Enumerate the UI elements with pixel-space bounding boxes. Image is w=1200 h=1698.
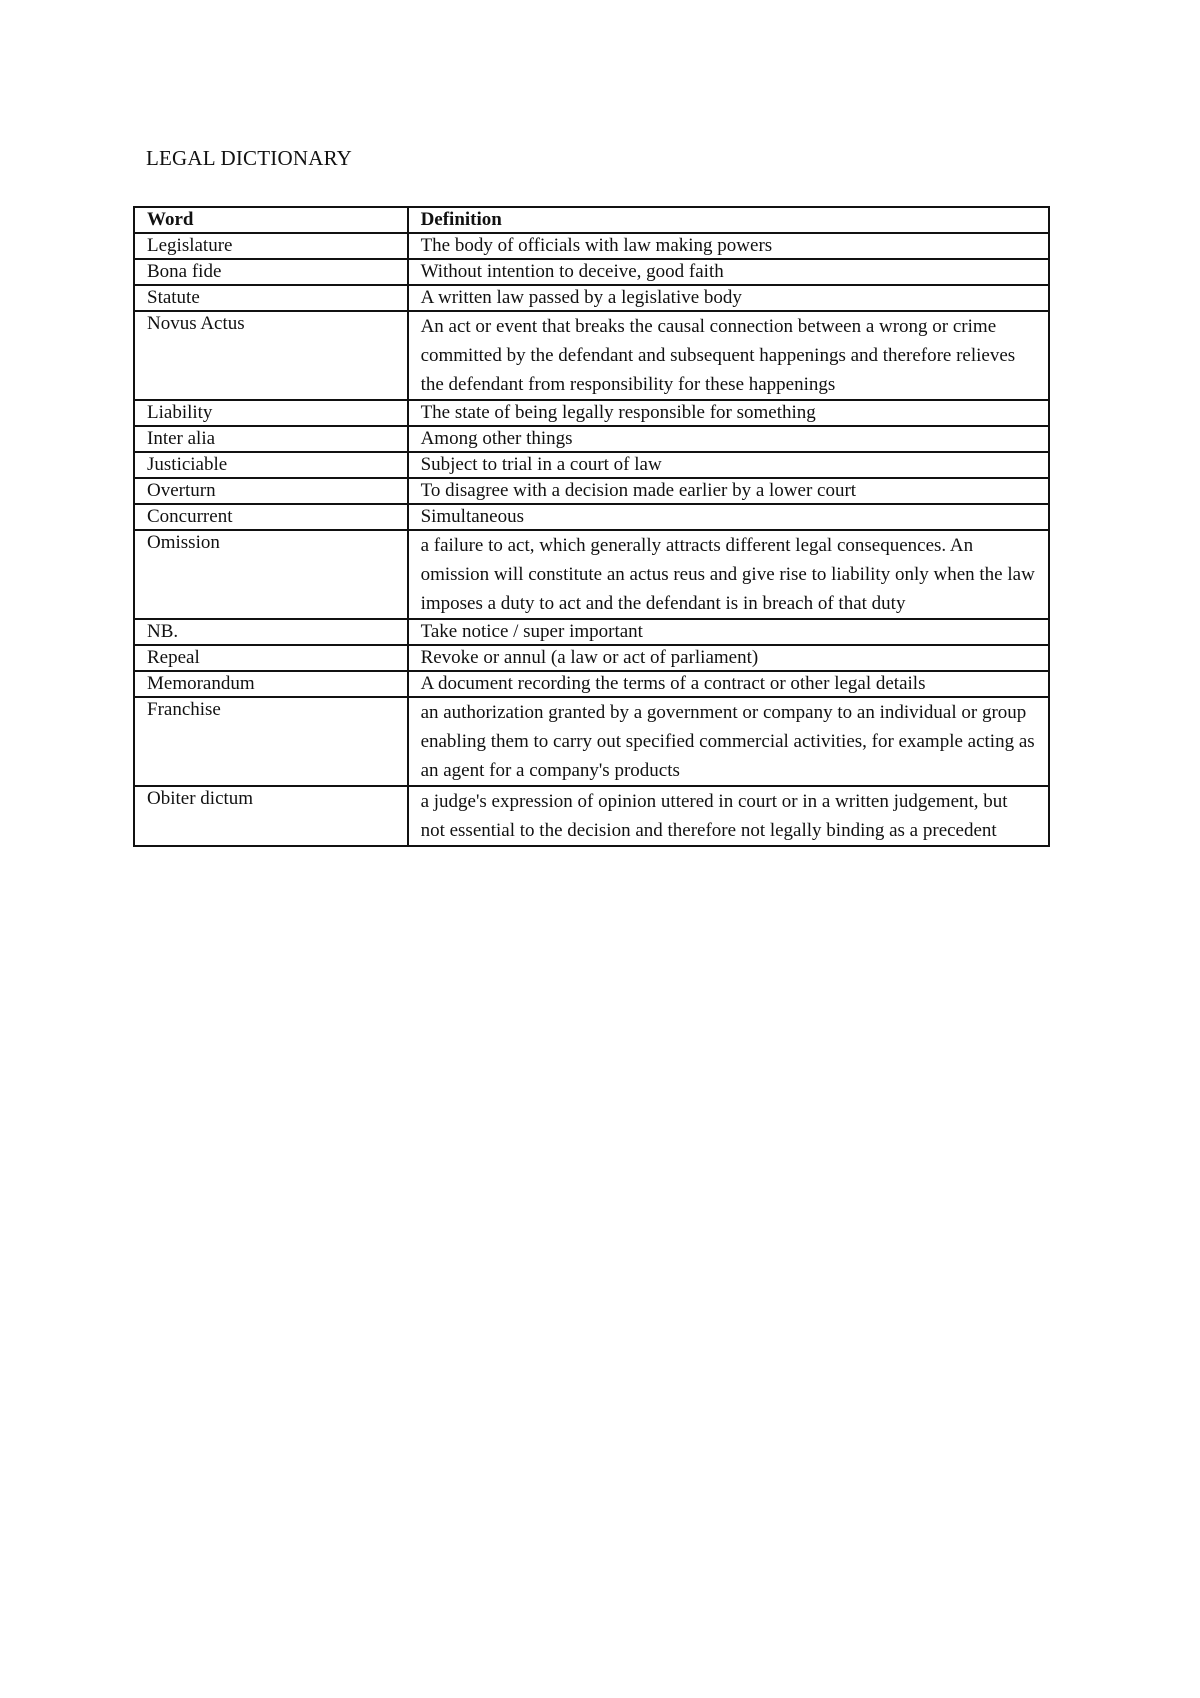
table-row	[134, 426, 1049, 452]
table-row	[134, 452, 1049, 478]
word-cell: Novus Actus	[134, 311, 408, 400]
table-row	[134, 697, 1049, 786]
word-cell: Concurrent	[134, 504, 408, 530]
definition-cell: Without intention to deceive, good faith	[408, 259, 1049, 285]
word-cell: Statute	[134, 285, 408, 311]
word-cell: Legislature	[134, 233, 408, 259]
table-row	[134, 285, 1049, 311]
word-cell: Justiciable	[134, 452, 408, 478]
word-cell: Memorandum	[134, 671, 408, 697]
table-row	[134, 311, 1049, 400]
definition-cell: Take notice / super important	[408, 619, 1049, 645]
page-title: LEGAL DICTIONARY	[146, 146, 352, 170]
word-cell: Franchise	[134, 697, 408, 786]
table-row	[134, 400, 1049, 426]
word-cell: Obiter dictum	[134, 786, 408, 846]
definition-cell: A written law passed by a legislative body	[408, 285, 1049, 311]
column-header-word: Word	[134, 207, 408, 233]
word-cell: Overturn	[134, 478, 408, 504]
word-cell: Bona fide	[134, 259, 408, 285]
definition-cell: Among other things	[408, 426, 1049, 452]
word-cell: NB.	[134, 619, 408, 645]
table-header-row	[134, 207, 1049, 233]
word-cell: Inter alia	[134, 426, 408, 452]
definition-cell: Subject to trial in a court of law	[408, 452, 1049, 478]
definition-cell: an authorization granted by a government or company to an individual or group enabling them to carry out specified commercial activities, for example acting as an agent for a company's products	[408, 697, 1049, 786]
definition-cell: Simultaneous	[408, 504, 1049, 530]
definition-cell: a judge's expression of opinion uttered in court or in a written judgement, but not essential to the decision and therefore not legally binding as a precedent	[408, 786, 1049, 846]
table-row	[134, 478, 1049, 504]
word-cell: Omission	[134, 530, 408, 619]
definition-cell: The body of officials with law making powers	[408, 233, 1049, 259]
word-cell: Liability	[134, 400, 408, 426]
table-row	[134, 619, 1049, 645]
definition-cell: The state of being legally responsible for something	[408, 400, 1049, 426]
dictionary-table	[133, 206, 1050, 847]
definition-cell: a failure to act, which generally attracts different legal consequences. An omission will constitute an actus reus and give rise to liability only when the law imposes a duty to act and the defendant is in breach of that duty	[408, 530, 1049, 619]
table-row	[134, 233, 1049, 259]
table-row	[134, 786, 1049, 846]
definition-cell: An act or event that breaks the causal connection between a wrong or crime committed by the defendant and subsequent happenings and therefore relieves the defendant from responsibility for these happenings	[408, 311, 1049, 400]
word-cell: Repeal	[134, 645, 408, 671]
table-row	[134, 671, 1049, 697]
definition-cell: A document recording the terms of a contract or other legal details	[408, 671, 1049, 697]
table-row	[134, 504, 1049, 530]
table-row	[134, 259, 1049, 285]
definition-cell: To disagree with a decision made earlier by a lower court	[408, 478, 1049, 504]
table-row	[134, 645, 1049, 671]
table-row	[134, 530, 1049, 619]
column-header-definition: Definition	[408, 207, 1049, 233]
definition-cell: Revoke or annul (a law or act of parliament)	[408, 645, 1049, 671]
